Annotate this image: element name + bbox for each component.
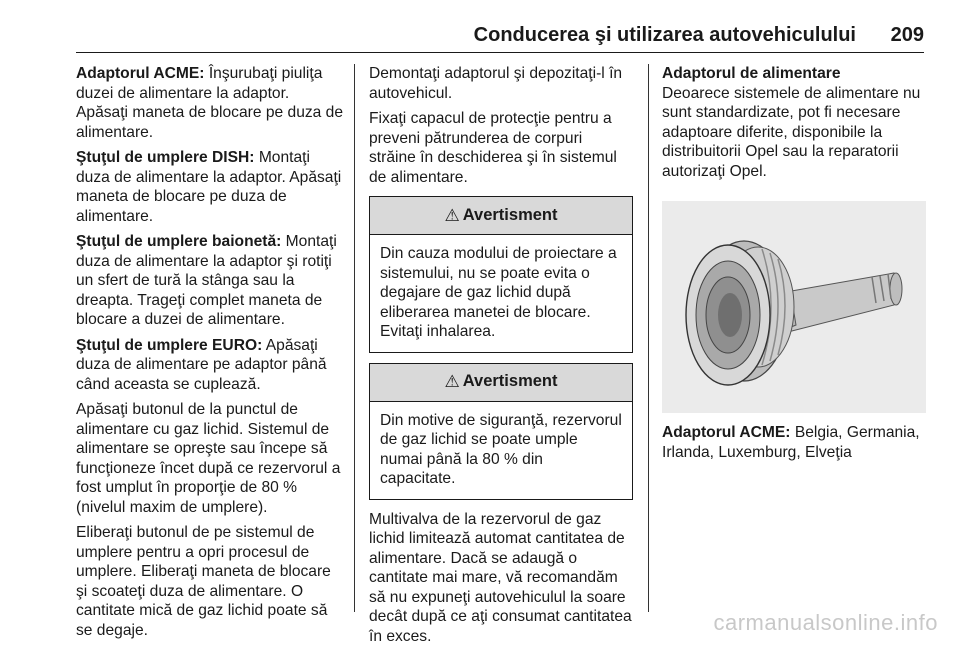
paragraph: Apăsaţi butonul de la punctul de alimentare cu gaz lichid. Sistemul de alimentare se opreşte sau începe să funcţioneze încet după ce rezervorul a fost umplut în proporţie de 80 % (nivelul maxim de umplere). (76, 401, 341, 516)
column-left (76, 64, 344, 646)
warning-box (369, 363, 633, 500)
paragraph: Fixaţi capacul de protecţie pentru a preveni pătrunderea de corpuri străine în deschiderea şi în sistemul de alimentare. (369, 110, 617, 186)
column-divider (354, 64, 355, 612)
warning-triangle-icon: ⚠ (444, 372, 460, 392)
term-label: Ştuţul de umplere baionetă: (76, 233, 282, 250)
warning-header (370, 364, 632, 402)
paragraph: Ştuţul de umplere baionetă: Montaţi duza de alimentare la adaptor şi rotiţi un sfert de tură la stânga sau la dreapta. Trageţi complet maneta de blocare a duzei de alimentare. (76, 233, 337, 328)
warning-title: Avertisment (462, 205, 558, 224)
term-label: Ştuţul de umplere DISH: (76, 149, 255, 166)
paragraph: Multivalva de la rezervorul de gaz lichid limitează automat cantitatea de alimentare. Dacă se adaugă o cantitate mai mare, vă recomandăm să nu expuneţi autovehiculul la soare decât după ce aţi consumat cantitatea în exces. (369, 510, 632, 645)
page-header (76, 18, 924, 53)
warning-header (370, 197, 632, 235)
column-divider (648, 64, 649, 612)
term-label: Ştuţul de umplere EURO: (76, 336, 263, 354)
acme-adapter-icon (662, 201, 926, 413)
running-title: Conducerea şi utilizarea autovehiculului (473, 24, 856, 46)
paragraph: Ştuţul de umplere DISH: Montaţi duza de alimentare la adaptor. Apăsaţi maneta de blocare pe duza de alimentare. (76, 149, 342, 225)
warning-title: Avertisment (462, 372, 558, 391)
warning-box (369, 196, 633, 353)
column-middle (369, 64, 633, 652)
paragraph: Ştuţul de umplere EURO: Apăsaţi duza de alimentare pe adaptor până când aceasta se cuplează. (76, 336, 327, 393)
watermark: carmanualsonline.info (713, 610, 938, 635)
column-right (662, 64, 926, 468)
term-label: Adaptorul ACME: (76, 65, 205, 82)
adapter-illustration (662, 201, 926, 413)
warning-triangle-icon: ⚠ (444, 205, 460, 225)
warning-text: Din motive de siguranţă, rezervorul de gaz lichid se poate umple numai până la 80 % din capacitate. (380, 411, 622, 487)
page-number: 209 (890, 24, 924, 46)
warning-text: Din cauza modului de proiectare a sistemului, nu se poate evita o degajare de gaz lichid după eliberarea manetei de blocare. Evitaţi inhalarea. (380, 245, 617, 340)
section-heading: Adaptorul de alimentare (662, 65, 841, 82)
term-label: Adaptorul ACME: (662, 424, 791, 441)
paragraph: Adaptorul ACME: Înşurubaţi piuliţa duzei de alimentare la adaptor. Apăsaţi maneta de blocare pe duza de alimentare. (76, 65, 344, 141)
paragraph: Demontaţi adaptorul şi depozitaţi-l în autovehicul. (369, 65, 623, 102)
paragraph: Deoarece sistemele de alimentare nu sunt standardizate, pot fi necesare adaptoare diferite, disponibile la distribuitorii Opel sau la reparatorii autorizaţi Opel. (662, 84, 921, 180)
paragraph: Eliberaţi butonul de pe sistemul de umplere pentru a opri procesul de umplere. Eliberaţi maneta de blocare şi scoateţi duza de alimentare. O cantitate mică de gaz lichid poate să se degaje. (76, 524, 331, 639)
figure-caption: Adaptorul ACME: Belgia, Germania, Irlanda, Luxemburg, Elveţia (662, 424, 920, 461)
